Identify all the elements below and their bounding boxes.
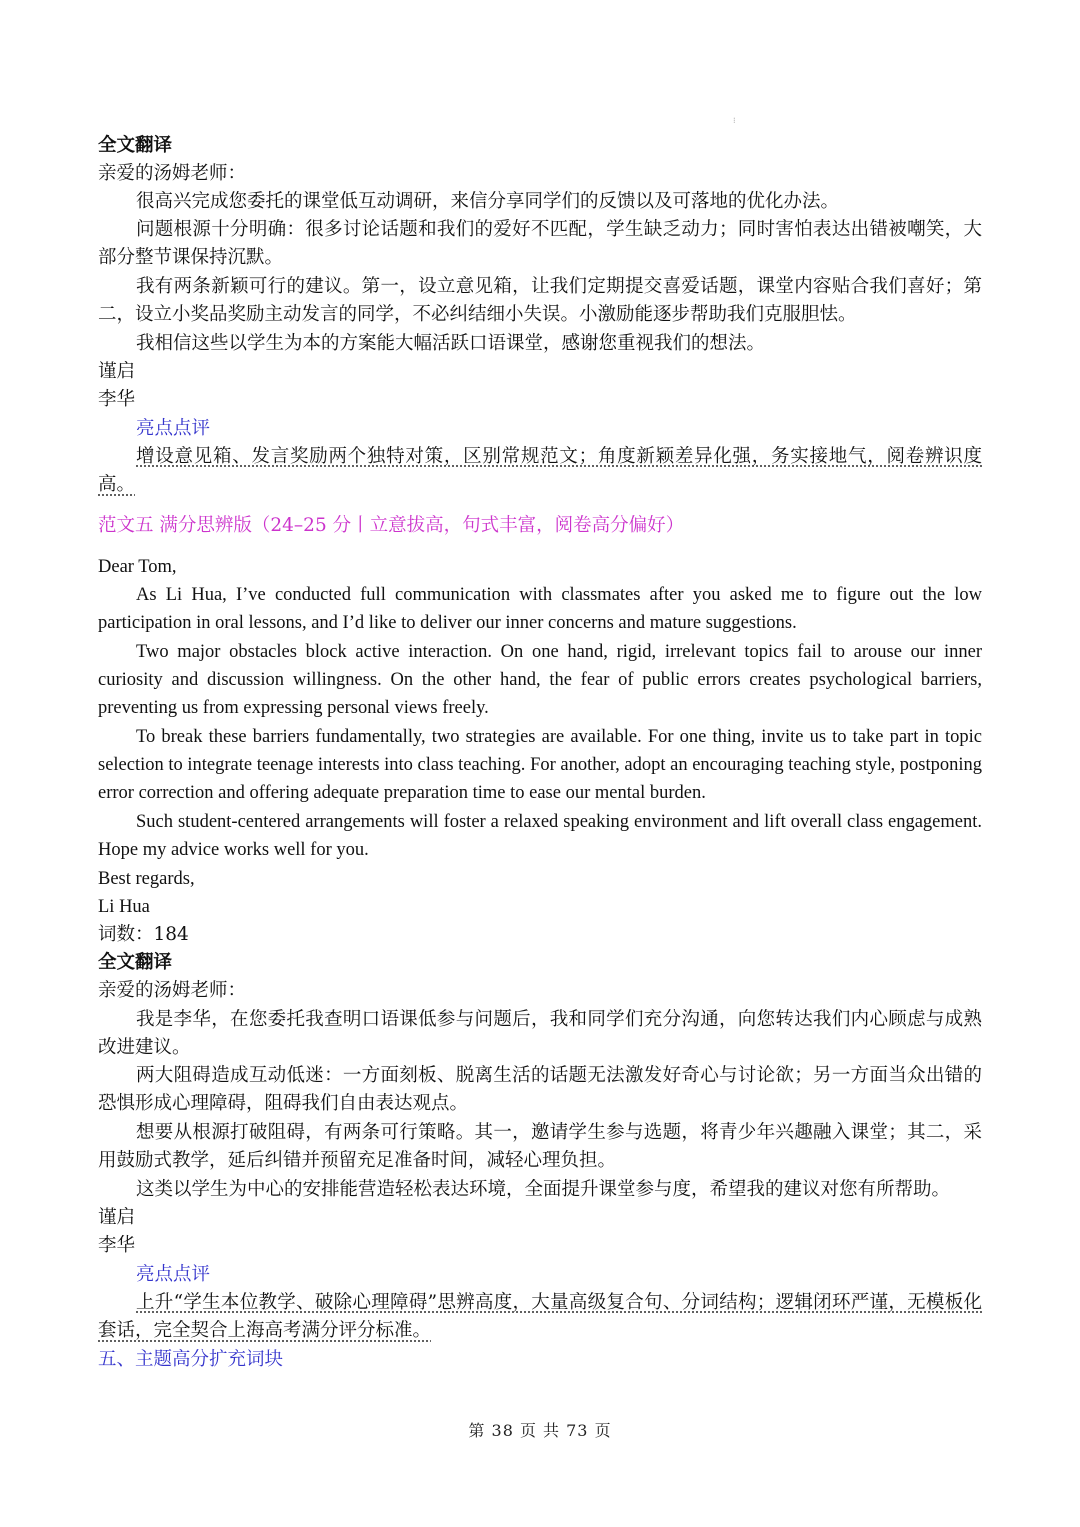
translation-paragraph: 想要从根源打破阻碍，有两条可行策略。其一，邀请学生参与选题，将青少年兴趣融入课堂；其二，采用鼓励式教学，延后纠错并预留充足准备时间，减轻心理负担。 (98, 1122, 982, 1172)
sample-heading: 范文五 满分思辨版（24–25 分丨立意拔高，句式丰富，阅卷高分偏好） (98, 515, 685, 536)
essay-signature: Li Hua (98, 897, 150, 917)
essay-paragraph: To break these barriers fundamentally, two strategies are available. For one thing, invite us to take part in topic selection to integrate teenage interests into class teaching. For another, adopt an encouraging teaching style, postponing error correction and offering adequate preparation time to ease our mental burden. (98, 727, 982, 804)
translation-paragraph: 问题根源十分明确：很多讨论话题和我们的爱好不匹配，学生缺乏动力；同时害怕表达出错被嘲笑，大部分整节课保持沉默。 (98, 219, 982, 269)
signature: 李华 (98, 389, 136, 410)
comment-title: 亮点点评 (136, 1264, 211, 1285)
comment-text: 增设意见箱、发言奖励两个独特对策，区别常规范文；角度新颖差异化强，务实接地气，阅卷辨识度高。 (98, 446, 982, 496)
comment-title: 亮点点评 (136, 418, 211, 439)
essay-paragraph: Two major obstacles block active interaction. On one hand, rigid, irrelevant topics fail to arouse our inner curiosity and discussion willingness. On the other hand, the fear of public errors creates psychological barriers, preventing us from expressing personal views freely. (98, 642, 982, 719)
closing: 谨启 (98, 361, 136, 382)
translation-title: 全文翻译 (98, 952, 173, 973)
section-heading: 五、主题高分扩充词块 (98, 1349, 284, 1370)
signature: 李华 (98, 1235, 136, 1256)
translation-paragraph: 我有两条新颖可行的建议。第一，设立意见箱，让我们定期提交喜爱话题，课堂内容贴合我们喜好；第二，设立小奖品奖励主动发言的同学，不必纠结细小失误。小激励能逐步帮助我们克服胆怯。 (98, 276, 982, 326)
translation-greeting: 亲爱的汤姆老师： (98, 163, 247, 184)
translation-greeting: 亲爱的汤姆老师： (98, 980, 247, 1001)
translation-paragraph: 这类以学生为中心的安排能营造轻松表达环境，全面提升课堂参与度，希望我的建议对您有所帮助。 (136, 1179, 951, 1200)
comment-text: 上升“学生本位教学、破除心理障碍”思辨高度，大量高级复合句、分词结构；逻辑闭环严谨，无模板化套话，完全契合上海高考满分评分标准。 (98, 1292, 982, 1342)
translation-paragraph: 很高兴完成您委托的课堂低互动调研，来信分享同学们的反馈以及可落地的优化办法。 (136, 191, 840, 212)
closing: 谨启 (98, 1207, 136, 1228)
essay-paragraph: As Li Hua, I’ve conducted full communication with classmates after you asked me to figure out the low participation in oral lessons, and I’d like to deliver our inner concerns and mature suggestions. (98, 585, 982, 634)
essay-closing: Best regards, (98, 869, 195, 889)
translation-paragraph: 两大阻碍造成互动低迷：一方面刻板、脱离生活的话题无法激发好奇心与讨论欲；另一方面当众出错的恐惧形成心理障碍，阻碍我们自由表达观点。 (98, 1065, 982, 1115)
essay-paragraph: Such student-centered arrangements will foster a relaxed speaking environment and lift overall class engagement. Hope my advice works well for you. (98, 812, 982, 861)
translation-paragraph: 我是李华，在您委托我查明口语课低参与问题后，我和同学们充分沟通，向您转达我们内心顾虑与成熟改进建议。 (98, 1009, 982, 1059)
word-count: 词数：184 (98, 924, 189, 945)
translation-paragraph: 我相信这些以学生为本的方案能大幅活跃口语课堂，感谢您重视我们的想法。 (136, 333, 766, 354)
margin-mark: ⁝ (733, 116, 736, 125)
translation-title: 全文翻译 (98, 135, 173, 156)
salutation: Dear Tom, (98, 557, 177, 577)
page-footer: 第 38 页 共 73 页 (468, 1421, 612, 1440)
